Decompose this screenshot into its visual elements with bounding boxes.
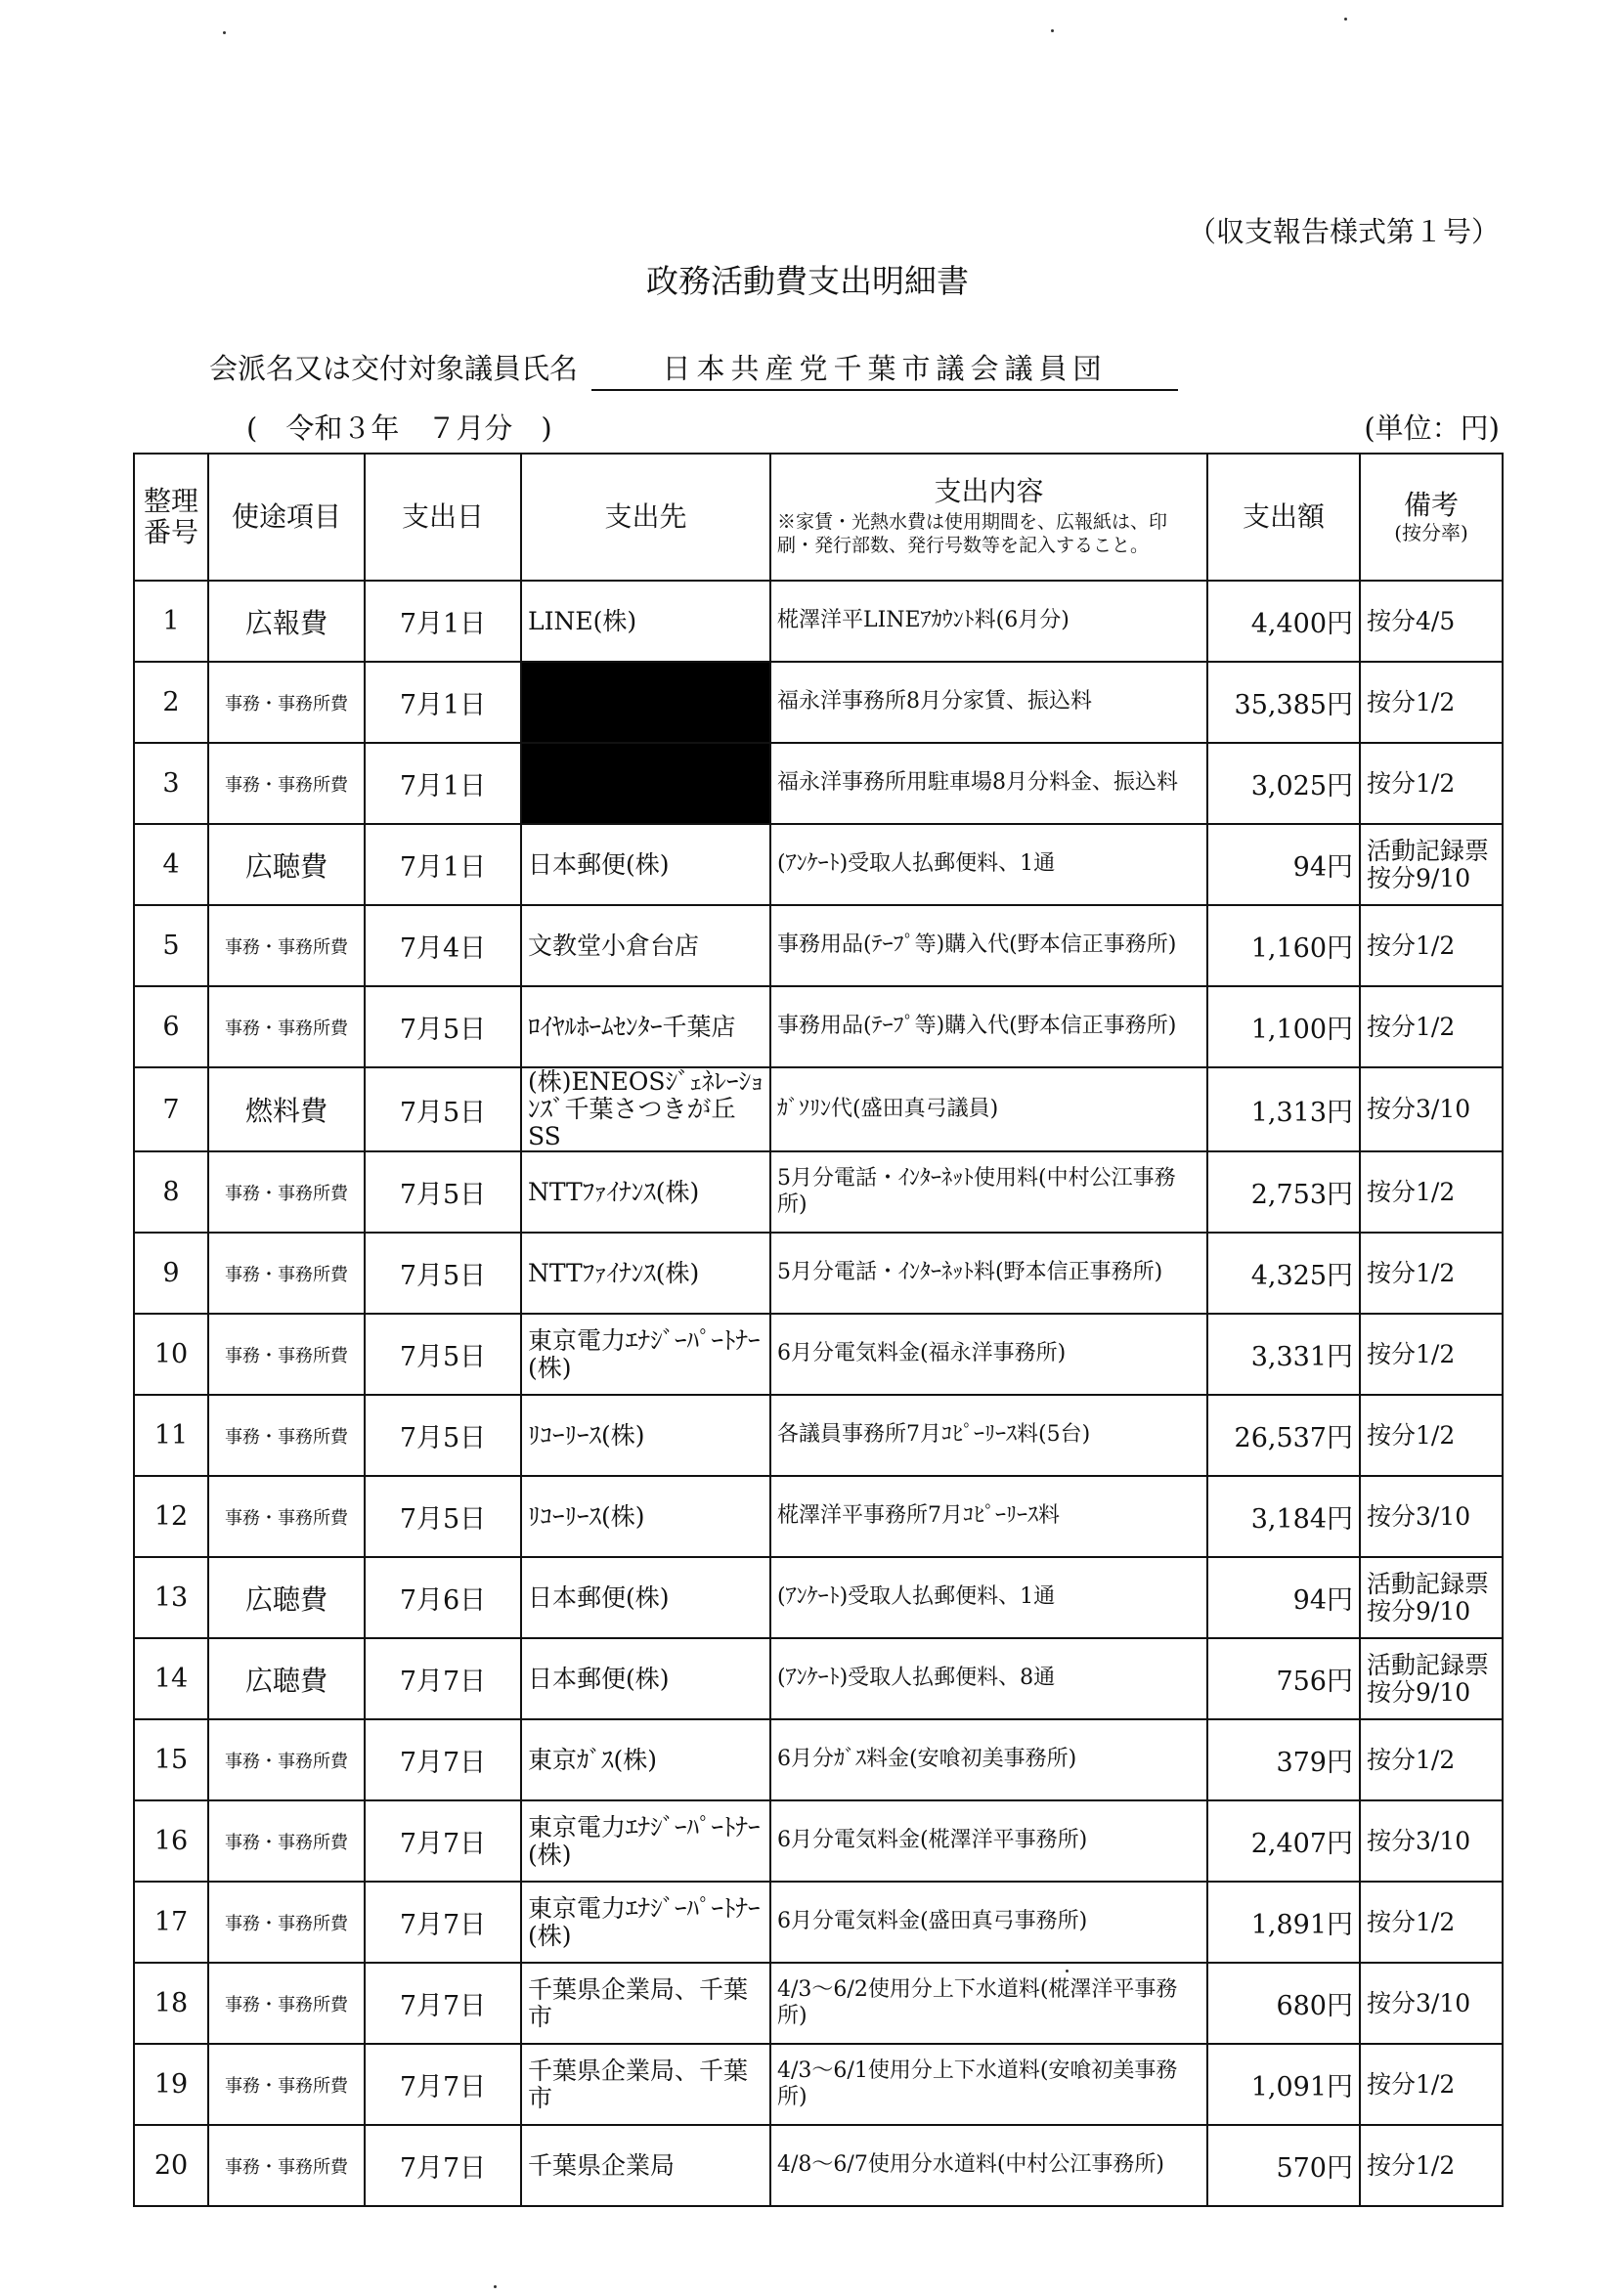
row-payee: ﾘｺｰﾘｰｽ(株) (521, 1476, 770, 1557)
scan-speck (1051, 29, 1054, 32)
row-number: 15 (134, 1719, 208, 1800)
header-amount: 支出額 (1207, 454, 1360, 581)
table-row (134, 1233, 1503, 1314)
header-row (134, 454, 1503, 581)
row-amount: 1,091円 (1207, 2044, 1360, 2125)
row-remarks: 按分4/5 (1360, 581, 1503, 662)
row-content: 椛澤洋平LINEｱｶｳﾝﾄ料(6月分) (770, 581, 1207, 662)
row-content: 椛澤洋平事務所7月ｺﾋﾟｰﾘｰｽ料 (770, 1476, 1207, 1557)
row-category: 広聴費 (208, 1557, 365, 1638)
row-number: 13 (134, 1557, 208, 1638)
row-amount: 4,325円 (1207, 1233, 1360, 1314)
row-amount: 3,331円 (1207, 1314, 1360, 1395)
row-remarks: 按分1/2 (1360, 905, 1503, 986)
row-category: 事務・事務所費 (208, 1882, 365, 1963)
party-line (209, 347, 1178, 391)
row-amount: 570円 (1207, 2125, 1360, 2206)
currency-unit: (単位：円) (1364, 412, 1500, 445)
row-amount: 756円 (1207, 1638, 1360, 1719)
row-date: 7月1日 (365, 581, 521, 662)
row-remarks: 按分1/2 (1360, 986, 1503, 1067)
row-number: 17 (134, 1882, 208, 1963)
row-content: 6月分電気料金(椛澤洋平事務所) (770, 1800, 1207, 1882)
row-amount: 35,385円 (1207, 662, 1360, 743)
row-number: 9 (134, 1233, 208, 1314)
table-row (134, 1395, 1503, 1476)
row-number: 6 (134, 986, 208, 1067)
row-date: 7月5日 (365, 1395, 521, 1476)
row-number: 12 (134, 1476, 208, 1557)
row-payee: 千葉県企業局、千葉市 (521, 2044, 770, 2125)
row-date: 7月5日 (365, 986, 521, 1067)
row-remarks: 按分1/2 (1360, 1395, 1503, 1476)
party-label: 会派名又は交付対象議員氏名 (209, 352, 579, 385)
row-payee: 日本郵便(株) (521, 1638, 770, 1719)
row-remarks: 按分3/10 (1360, 1800, 1503, 1882)
header-date: 支出日 (365, 454, 521, 581)
row-remarks: 活動記録票按分9/10 (1360, 824, 1503, 905)
redacted-payee (521, 662, 770, 743)
row-remarks: 按分3/10 (1360, 1476, 1503, 1557)
row-number: 16 (134, 1800, 208, 1882)
party-name: 日本共産党千葉市議会議員団 (591, 347, 1178, 391)
row-date: 7月1日 (365, 824, 521, 905)
row-amount: 26,537円 (1207, 1395, 1360, 1476)
header-remarks-sub: (按分率) (1394, 520, 1468, 544)
row-payee: 日本郵便(株) (521, 1557, 770, 1638)
row-date: 7月5日 (365, 1233, 521, 1314)
header-remarks-label: 備考 (1403, 489, 1459, 522)
row-category: 事務・事務所費 (208, 1233, 365, 1314)
table-row (134, 1476, 1503, 1557)
header-number-line2: 番号 (143, 516, 198, 548)
row-date: 7月5日 (365, 1314, 521, 1395)
row-amount: 1,313円 (1207, 1067, 1360, 1151)
row-remarks: 按分1/2 (1360, 1151, 1503, 1233)
row-content: (ｱﾝｹｰﾄ)受取人払郵便料、1通 (770, 824, 1207, 905)
row-category: 事務・事務所費 (208, 1476, 365, 1557)
row-content: 福永洋事務所用駐車場8月分料金、振込料 (770, 743, 1207, 824)
table-row (134, 2125, 1503, 2206)
row-number: 18 (134, 1963, 208, 2044)
row-remarks: 按分1/2 (1360, 1233, 1503, 1314)
row-number: 5 (134, 905, 208, 986)
row-remarks: 活動記録票按分9/10 (1360, 1638, 1503, 1719)
row-number: 14 (134, 1638, 208, 1719)
row-payee: 千葉県企業局 (521, 2125, 770, 2206)
row-date: 7月7日 (365, 1800, 521, 1882)
row-payee: 千葉県企業局、千葉市 (521, 1963, 770, 2044)
row-number: 4 (134, 824, 208, 905)
table-row (134, 1314, 1503, 1395)
row-category: 事務・事務所費 (208, 905, 365, 986)
row-amount: 1,100円 (1207, 986, 1360, 1067)
row-number: 1 (134, 581, 208, 662)
row-content: 事務用品(ﾃｰﾌﾟ等)購入代(野本信正事務所) (770, 986, 1207, 1067)
row-date: 7月6日 (365, 1557, 521, 1638)
table-row (134, 1067, 1503, 1151)
row-date: 7月7日 (365, 1719, 521, 1800)
scan-speck (1066, 1970, 1069, 1972)
header-remarks (1360, 454, 1503, 581)
row-amount: 94円 (1207, 1557, 1360, 1638)
table-row (134, 581, 1503, 662)
row-content: 6月分電気料金(福永洋事務所) (770, 1314, 1207, 1395)
row-content: 4/8～6/7使用分水道料(中村公江事務所) (770, 2125, 1207, 2206)
document-title: 政務活動費支出明細書 (646, 262, 969, 300)
row-remarks: 活動記録票按分9/10 (1360, 1557, 1503, 1638)
row-content: 4/3～6/1使用分上下水道料(安喰初美事務所) (770, 2044, 1207, 2125)
row-date: 7月1日 (365, 743, 521, 824)
row-remarks: 按分1/2 (1360, 743, 1503, 824)
row-payee: NTTﾌｧｲﾅﾝｽ(株) (521, 1233, 770, 1314)
row-amount: 379円 (1207, 1719, 1360, 1800)
row-content: ｶﾞｿﾘﾝ代(盛田真弓議員) (770, 1067, 1207, 1151)
table-row (134, 1963, 1503, 2044)
row-date: 7月7日 (365, 1882, 521, 1963)
row-content: 5月分電話・ｲﾝﾀｰﾈｯﾄ使用料(中村公江事務所) (770, 1151, 1207, 1233)
row-remarks: 按分1/2 (1360, 1314, 1503, 1395)
row-content: 6月分電気料金(盛田真弓事務所) (770, 1882, 1207, 1963)
row-amount: 94円 (1207, 824, 1360, 905)
row-number: 10 (134, 1314, 208, 1395)
row-payee: 東京電力ｴﾅｼﾞｰﾊﾟｰﾄﾅｰ(株) (521, 1800, 770, 1882)
row-payee: NTTﾌｧｲﾅﾝｽ(株) (521, 1151, 770, 1233)
header-content-note: ※家賃・光熱水費は使用期間を、広報紙は、印刷・発行部数、発行号数等を記入すること。 (777, 511, 1168, 557)
row-remarks: 按分1/2 (1360, 2125, 1503, 2206)
row-number: 2 (134, 662, 208, 743)
row-content: 6月分ｶﾞｽ料金(安喰初美事務所) (770, 1719, 1207, 1800)
row-payee: (株)ENEOSｼﾞｪﾈﾚｰｼｮﾝｽﾞ千葉さつきが丘SS (521, 1067, 770, 1151)
form-number: （収支報告様式第１号） (1187, 215, 1500, 248)
scan-speck (223, 31, 226, 34)
table-row (134, 905, 1503, 986)
row-payee: 文教堂小倉台店 (521, 905, 770, 986)
row-amount: 1,891円 (1207, 1882, 1360, 1963)
header-number (134, 454, 208, 581)
table-row (134, 1800, 1503, 1882)
table-row (134, 662, 1503, 743)
table-row (134, 1882, 1503, 1963)
row-payee: ﾛｲﾔﾙﾎｰﾑｾﾝﾀｰ千葉店 (521, 986, 770, 1067)
row-remarks: 按分3/10 (1360, 1067, 1503, 1151)
row-amount: 3,184円 (1207, 1476, 1360, 1557)
row-payee: ﾘｺｰﾘｰｽ(株) (521, 1395, 770, 1476)
header-payee: 支出先 (521, 454, 770, 581)
row-amount: 2,407円 (1207, 1800, 1360, 1882)
table-row (134, 1151, 1503, 1233)
row-date: 7月7日 (365, 2125, 521, 2206)
row-category: 事務・事務所費 (208, 1963, 365, 2044)
row-category: 広聴費 (208, 824, 365, 905)
row-category: 事務・事務所費 (208, 2125, 365, 2206)
row-amount: 680円 (1207, 1963, 1360, 2044)
row-payee: 日本郵便(株) (521, 824, 770, 905)
table-row (134, 2044, 1503, 2125)
row-payee: 東京電力ｴﾅｼﾞｰﾊﾟｰﾄﾅｰ(株) (521, 1314, 770, 1395)
header-content-label: 支出内容 (934, 475, 1044, 508)
header-category: 使途項目 (208, 454, 365, 581)
row-content: 4/3～6/2使用分上下水道料(椛澤洋平事務所) (770, 1963, 1207, 2044)
row-category: 事務・事務所費 (208, 743, 365, 824)
row-category: 事務・事務所費 (208, 1151, 365, 1233)
header-content (770, 454, 1207, 581)
expense-table (133, 453, 1504, 2207)
table-row (134, 824, 1503, 905)
row-category: 事務・事務所費 (208, 662, 365, 743)
row-remarks: 按分1/2 (1360, 1719, 1503, 1800)
row-category: 事務・事務所費 (208, 986, 365, 1067)
row-number: 20 (134, 2125, 208, 2206)
row-category: 事務・事務所費 (208, 1395, 365, 1476)
row-amount: 2,753円 (1207, 1151, 1360, 1233)
row-date: 7月5日 (365, 1067, 521, 1151)
row-payee: LINE(株) (521, 581, 770, 662)
row-date: 7月1日 (365, 662, 521, 743)
table-row (134, 1719, 1503, 1800)
row-content: (ｱﾝｹｰﾄ)受取人払郵便料、8通 (770, 1638, 1207, 1719)
row-number: 11 (134, 1395, 208, 1476)
scan-speck (494, 2285, 497, 2288)
row-content: (ｱﾝｹｰﾄ)受取人払郵便料、1通 (770, 1557, 1207, 1638)
reporting-period: ( 令和３年 ７月分 ) (246, 412, 552, 445)
row-payee: 東京電力ｴﾅｼﾞｰﾊﾟｰﾄﾅｰ(株) (521, 1882, 770, 1963)
table-row (134, 743, 1503, 824)
row-category: 広報費 (208, 581, 365, 662)
row-date: 7月4日 (365, 905, 521, 986)
row-payee: 東京ｶﾞｽ(株) (521, 1719, 770, 1800)
table-row (134, 1638, 1503, 1719)
row-category: 燃料費 (208, 1067, 365, 1151)
redacted-payee (521, 743, 770, 824)
row-amount: 4,400円 (1207, 581, 1360, 662)
row-remarks: 按分3/10 (1360, 1963, 1503, 2044)
row-date: 7月5日 (365, 1151, 521, 1233)
row-content: 5月分電話・ｲﾝﾀｰﾈｯﾄ料(野本信正事務所) (770, 1233, 1207, 1314)
row-remarks: 按分1/2 (1360, 2044, 1503, 2125)
row-date: 7月7日 (365, 1638, 521, 1719)
table-row (134, 1557, 1503, 1638)
row-number: 3 (134, 743, 208, 824)
row-remarks: 按分1/2 (1360, 662, 1503, 743)
row-date: 7月7日 (365, 1963, 521, 2044)
table-row (134, 986, 1503, 1067)
row-number: 8 (134, 1151, 208, 1233)
row-amount: 1,160円 (1207, 905, 1360, 986)
row-amount: 3,025円 (1207, 743, 1360, 824)
row-date: 7月5日 (365, 1476, 521, 1557)
row-remarks: 按分1/2 (1360, 1882, 1503, 1963)
row-category: 事務・事務所費 (208, 1719, 365, 1800)
row-category: 広聴費 (208, 1638, 365, 1719)
row-number: 7 (134, 1067, 208, 1151)
row-content: 事務用品(ﾃｰﾌﾟ等)購入代(野本信正事務所) (770, 905, 1207, 986)
header-number-line1: 整理 (143, 484, 198, 517)
row-content: 各議員事務所7月ｺﾋﾟｰﾘｰｽ料(5台) (770, 1395, 1207, 1476)
row-content: 福永洋事務所8月分家賃、振込料 (770, 662, 1207, 743)
row-category: 事務・事務所費 (208, 2044, 365, 2125)
row-date: 7月7日 (365, 2044, 521, 2125)
scan-speck (1344, 18, 1347, 21)
row-number: 19 (134, 2044, 208, 2125)
row-category: 事務・事務所費 (208, 1800, 365, 1882)
row-category: 事務・事務所費 (208, 1314, 365, 1395)
